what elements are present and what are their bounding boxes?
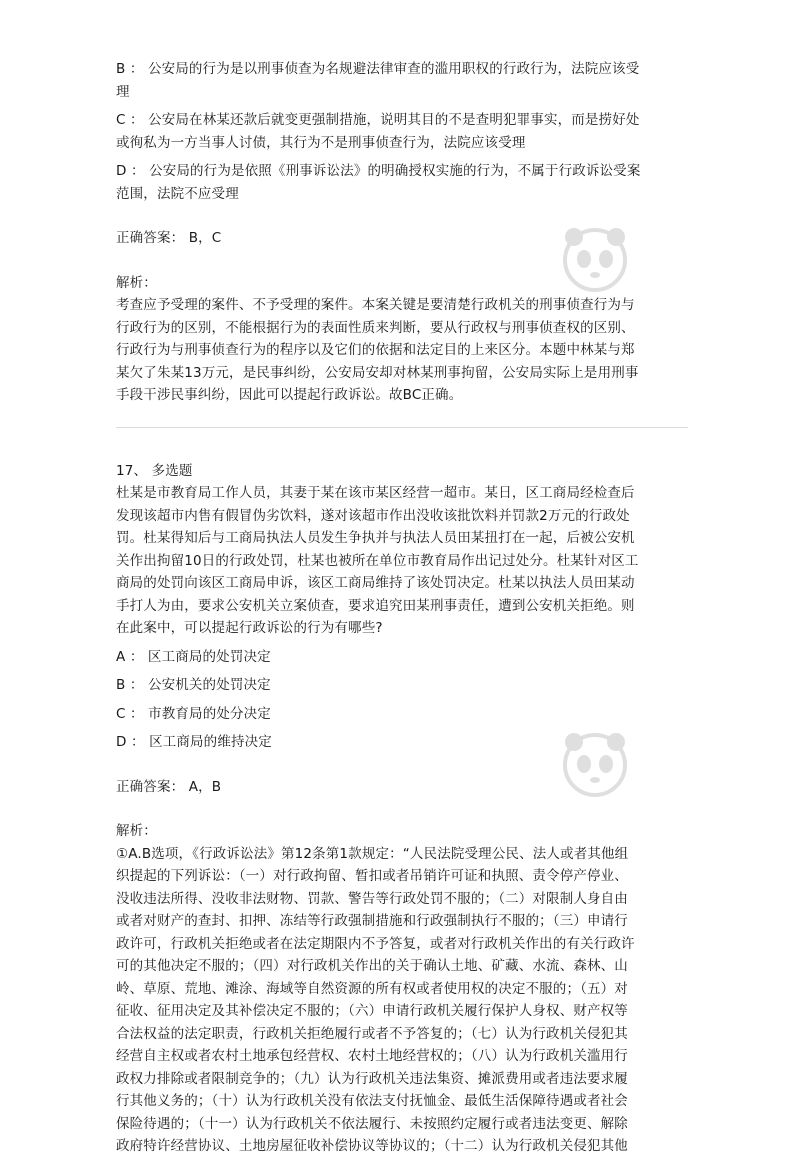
analysis-label: 解析： xyxy=(116,274,157,291)
correct-answer: 正确答案： A，B xyxy=(116,778,222,795)
option-d: D ： 区工商局的维持决定 xyxy=(116,734,272,750)
stem-line: 发现该超市内售有假冒伪劣饮料，遂对该超市作出没收该批饮料并罚款2万元的行政处 xyxy=(116,507,630,524)
question-divider xyxy=(116,427,688,428)
analysis-line: 征收、征用决定及其补偿决定不服的；（六）申请行政机关履行保护人身权、财产权等 xyxy=(116,1003,628,1019)
stem-line: 罚。杜某得知后与工商局执法人员发生争执并与执法人员田某扭打在一起，后被公安机 xyxy=(116,530,635,546)
analysis-text xyxy=(116,294,690,407)
option-line: 范围，法院不应受理 xyxy=(116,185,239,202)
option-a: A ： 区工商局的处罚决定 xyxy=(116,648,271,665)
question-heading: 17、 多选题 xyxy=(116,462,193,479)
analysis-line: 政府特许经营协议、土地房屋征收补偿协议等协议的；（十二）认为行政机关侵犯其他 xyxy=(116,1138,628,1154)
analysis-line: 合法权益的法定职责，行政机关拒绝履行或者不予答复的；（七）认为行政机关侵犯其 xyxy=(116,1025,628,1042)
analysis-line: 手段干涉民事纠纷，因此可以提起行政诉讼。故BC正确。 xyxy=(116,387,463,403)
analysis-line: 或者对财产的查封、扣押、冻结等行政强制措施和行政强制执行不服的；（三）申请行 xyxy=(116,913,628,929)
analysis-line: 可的其他决定不服的；（四）对行政机关作出的关于确认土地、矿藏、水流、森林、山 xyxy=(116,958,628,974)
option-line: 理 xyxy=(116,83,130,100)
analysis-line: 行政行为的区别，不能根据行为的表面性质来判断，要从行政权与刑事侦查权的区别、 xyxy=(116,319,635,336)
analysis-line: 政许可，行政机关拒绝或者在法定期限内不予答复，或者对行政机关作出的有关行政许 xyxy=(116,935,635,952)
analysis-text xyxy=(116,843,690,1158)
option-b: B ： 公安机关的处罚决定 xyxy=(116,677,271,693)
stem-line: 商局的处罚向该区工商局申诉，该区工商局维持了该处罚决定。杜某以执法人员田某动 xyxy=(116,575,635,591)
analysis-line: ①A.B选项，《行政诉讼法》第12条第1款规定：“人民法院受理公民、法人或者其他组 xyxy=(116,845,629,862)
analysis-label: 解析： xyxy=(116,823,157,839)
option-d xyxy=(116,160,690,205)
analysis-line: 政权力排除或者限制竞争的；（九）认为行政机关违法集资、摊派费用或者违法要求履 xyxy=(116,1070,628,1087)
analysis-line: 行政行为与刑事侦查行为的程序以及它们的依据和法定目的上来区分。本题中林某与郑 xyxy=(116,342,635,358)
analysis-line: 保险待遇的；（十一）认为行政机关不依法履行、未按照约定履行或者违法变更、解除 xyxy=(116,1115,628,1132)
option-c: C ： 市教育局的处分决定 xyxy=(116,705,271,722)
stem-line: 关作出拘留10日的行政处罚，杜某也被所在单位市教育局作出记过处分。杜某针对区工 xyxy=(116,552,639,569)
option-b xyxy=(116,58,690,103)
question-stem xyxy=(116,482,690,640)
analysis-line: 岭、草原、荒地、滩涂、海域等自然资源的所有权或者使用权的决定不服的；（五）对 xyxy=(116,980,628,997)
document-page xyxy=(116,58,690,1158)
stem-line: 杜某是市教育局工作人员，其妻于某在该市某区经营一超市。某日，区工商局经检查后 xyxy=(116,485,635,501)
option-c xyxy=(116,109,690,154)
option-line: 或徇私为一方当事人讨债，其行为不是刑事侦查行为，法院应该受理 xyxy=(116,134,526,151)
stem-line: 在此案中，可以提起行政诉讼的行为有哪些? xyxy=(116,620,383,636)
analysis-line: 考查应予受理的案件、不予受理的案件。本案关键是要清楚行政机关的刑事侦查行为与 xyxy=(116,297,635,313)
prev-question-options xyxy=(116,58,690,205)
analysis-line: 织提起的下列诉讼：（一）对行政拘留、暂扣或者吊销许可证和执照、责令停产停业、 xyxy=(116,868,628,884)
option-line: B ： 公安局的行为是以刑事侦查为名规避法律审查的滥用职权的行政行为，法院应该受 xyxy=(116,61,640,77)
analysis-line: 行其他义务的；（十）认为行政机关没有依法支付抚恤金、最低生活保障待遇或者社会 xyxy=(116,1093,628,1109)
correct-answer: 正确答案： B，C xyxy=(116,230,222,246)
stem-line: 手打人为由，要求公安机关立案侦查，要求追究田某刑事责任，遭到公安机关拒绝。则 xyxy=(116,597,635,614)
analysis-line: 经营自主权或者农村土地承包经营权、农村土地经营权的；（八）认为行政机关滥用行 xyxy=(116,1048,628,1064)
question-options xyxy=(116,646,690,754)
option-line: C ： 公安局在林某还款后就变更强制措施，说明其目的不是查明犯罪事实，而是捞好处 xyxy=(116,112,640,128)
analysis-line: 没收违法所得、没收非法财物、罚款、警告等行政处罚不服的；（二）对限制人身自由 xyxy=(116,890,628,907)
option-line: D ： 公安局的行为是依照《刑事诉讼法》的明确授权实施的行为，不属于行政诉讼受案 xyxy=(116,163,641,179)
analysis-line: 某欠了朱某13万元，是民事纠纷，公安局安却对林某刑事拘留，公安局实际上是用刑事 xyxy=(116,364,639,381)
